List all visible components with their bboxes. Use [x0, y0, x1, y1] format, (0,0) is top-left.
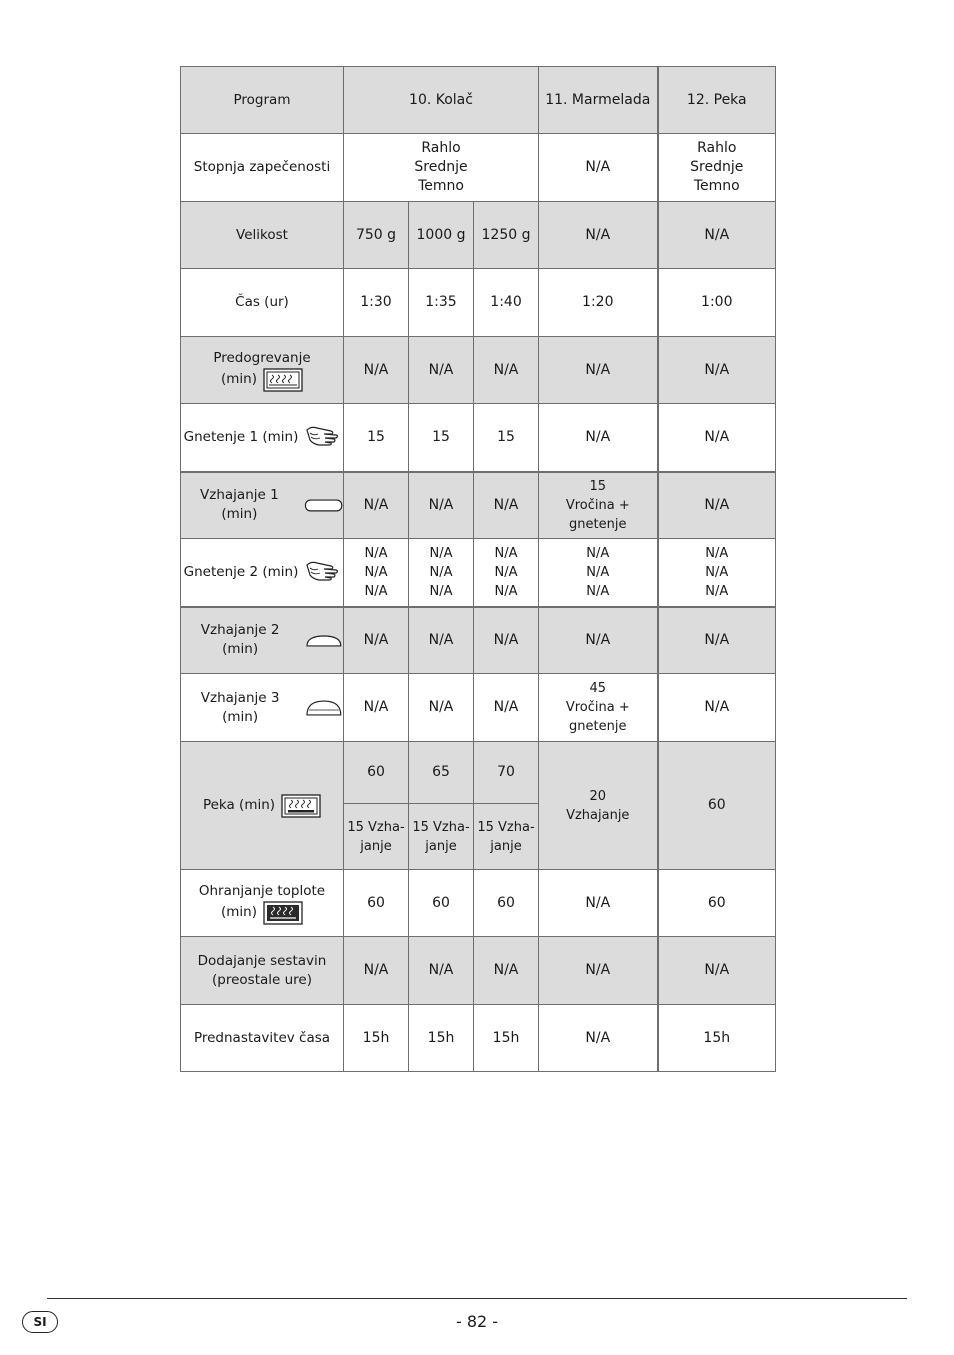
row-label: Gnetenje 1 (min) [183, 428, 299, 445]
marmelada-line: 20 [589, 788, 607, 804]
row-label: Velikost [181, 202, 344, 269]
marmelada-line: Vročina + [565, 497, 630, 513]
value-line: N/A [705, 583, 729, 599]
value-cell: N/A [344, 674, 409, 742]
marmelada-line: 45 [589, 681, 607, 696]
row-label-unit: (min) [221, 904, 257, 920]
vzhajanje3-marmelada-cell [539, 674, 658, 742]
row-label-cell [181, 937, 344, 1005]
dodajanje-peka: N/A [658, 937, 776, 1005]
value-cell: 60 [344, 870, 409, 937]
program-table [180, 66, 776, 1072]
keep-warm-icon [263, 901, 303, 925]
value-cell [474, 804, 539, 870]
value-line: N/A [586, 583, 610, 599]
predogrevanje-marmelada: N/A [539, 337, 658, 404]
value-cell: 60 [474, 870, 539, 937]
header-peka: 12. Peka [658, 67, 776, 134]
value-cell: N/A [474, 337, 539, 404]
velikost-marmelada: N/A [539, 202, 658, 269]
peka-peka: 60 [658, 742, 776, 870]
marmelada-line: Vročina + [565, 700, 630, 715]
value-line: N/A [364, 545, 388, 561]
value-cell [474, 539, 539, 607]
header-row [181, 67, 776, 134]
knead-hand-icon [304, 559, 340, 585]
value-cell: N/A [409, 937, 474, 1005]
row-label-unit: (min) [221, 371, 257, 387]
value-line: 15 Vzha- [477, 819, 535, 835]
value-line: N/A [705, 545, 729, 561]
row-label-cell [181, 404, 344, 472]
prednastavitev-peka: 15h [658, 1005, 776, 1072]
marmelada-line: gnetenje [569, 719, 627, 734]
value-line: N/A [494, 564, 518, 580]
marmelada-line: 15 [589, 478, 607, 494]
value-cell: 65 [409, 742, 474, 804]
stopnja-level: Temno [693, 178, 740, 194]
value-line: N/A [429, 583, 453, 599]
value-line: janje [490, 838, 522, 854]
value-line: janje [425, 838, 457, 854]
value-cell: N/A [474, 607, 539, 674]
size-cell: 1250 g [474, 202, 539, 269]
vzhajanje2-peka: N/A [658, 607, 776, 674]
row-cas [181, 269, 776, 337]
marmelada-line: Vzhajanje [566, 807, 630, 823]
ohranjanje-marmelada: N/A [539, 870, 658, 937]
row-velikost [181, 202, 776, 269]
row-label: Prednastavitev časa [181, 1005, 344, 1072]
bake-icon [281, 794, 321, 818]
stopnja-marmelada: N/A [539, 134, 658, 202]
row-gnetenje1 [181, 404, 776, 472]
value-line: N/A [586, 564, 610, 580]
value-line: N/A [364, 564, 388, 580]
value-line: N/A [705, 564, 729, 580]
header-marmelada: 11. Marmelada [539, 67, 658, 134]
row-label-cell [181, 539, 344, 607]
value-cell: N/A [344, 337, 409, 404]
value-line: N/A [429, 564, 453, 580]
row-prednastavitev [181, 1005, 776, 1072]
value-cell: N/A [409, 472, 474, 539]
value-cell: N/A [409, 674, 474, 742]
prednastavitev-marmelada: N/A [539, 1005, 658, 1072]
stopnja-level: Srednje [414, 159, 468, 175]
gnetenje2-peka-cell [658, 539, 776, 607]
gnetenje1-marmelada: N/A [539, 404, 658, 472]
footer-divider [47, 1298, 907, 1299]
row-label-cell [181, 337, 344, 404]
value-cell: 15h [344, 1005, 409, 1072]
value-cell: 15 [474, 404, 539, 472]
value-cell: N/A [344, 607, 409, 674]
stopnja-kolac-cell [344, 134, 539, 202]
row-stopnja [181, 134, 776, 202]
row-label-cell [181, 607, 344, 674]
row-label-cell [181, 870, 344, 937]
gnetenje1-peka: N/A [658, 404, 776, 472]
vzhajanje1-peka: N/A [658, 472, 776, 539]
value-cell: N/A [344, 937, 409, 1005]
size-cell: 750 g [344, 202, 409, 269]
value-cell: N/A [474, 472, 539, 539]
stopnja-level: Rahlo [421, 140, 461, 156]
row-vzhajanje1 [181, 472, 776, 539]
rise-flat-dough-icon [304, 497, 343, 513]
row-label: Vzhajanje 3 (min) [200, 689, 280, 725]
rise-high-dough-icon [305, 698, 343, 718]
value-cell: N/A [344, 472, 409, 539]
value-line: 15 Vzha- [412, 819, 470, 835]
value-cell: 15h [474, 1005, 539, 1072]
row-vzhajanje3 [181, 674, 776, 742]
page-number: - 82 - [455, 1312, 499, 1331]
row-label: Vzhajanje 2 (min) [200, 622, 280, 658]
row-label-cell [181, 742, 344, 870]
stopnja-level: Temno [418, 178, 464, 194]
value-cell [344, 539, 409, 607]
value-cell: N/A [474, 937, 539, 1005]
knead-hand-icon [304, 424, 340, 450]
value-cell [409, 804, 474, 870]
row-label: Peka (min) [202, 797, 276, 813]
value-cell: N/A [474, 674, 539, 742]
row-label-cell [181, 674, 344, 742]
stopnja-level: Rahlo [697, 140, 737, 156]
value-cell: 15 [344, 404, 409, 472]
row-label: Ohranjanje toplote [198, 882, 326, 899]
rise-medium-dough-icon [305, 632, 343, 648]
language-badge: SI [22, 1311, 58, 1333]
row-label-cell [181, 472, 344, 539]
row-gnetenje2 [181, 539, 776, 607]
dodajanje-marmelada: N/A [539, 937, 658, 1005]
value-line: 15 Vzha- [347, 819, 405, 835]
row-peka [181, 742, 776, 804]
value-line: N/A [494, 583, 518, 599]
ohranjanje-peka: 60 [658, 870, 776, 937]
value-cell: 70 [474, 742, 539, 804]
value-cell: 1:35 [409, 269, 474, 337]
value-cell: 15 [409, 404, 474, 472]
value-line: janje [360, 838, 392, 854]
row-predogrevanje [181, 337, 776, 404]
marmelada-line: gnetenje [569, 516, 627, 532]
value-cell [409, 539, 474, 607]
velikost-peka: N/A [658, 202, 776, 269]
stopnja-level: Srednje [690, 159, 744, 175]
peka-marmelada-cell [539, 742, 658, 870]
row-label: Stopnja zapečenosti [181, 134, 344, 202]
value-cell: N/A [409, 607, 474, 674]
row-label: Čas (ur) [181, 269, 344, 337]
row-label: Gnetenje 2 (min) [183, 563, 299, 580]
header-program: Program [181, 67, 344, 134]
row-label: Dodajanje sestavin [197, 952, 327, 969]
value-cell: 1:40 [474, 269, 539, 337]
vzhajanje1-marmelada-cell [539, 472, 658, 539]
header-kolac: 10. Kolač [344, 67, 539, 134]
value-cell [344, 804, 409, 870]
value-cell: N/A [409, 337, 474, 404]
row-vzhajanje2 [181, 607, 776, 674]
cas-marmelada: 1:20 [539, 269, 658, 337]
value-cell: 1:30 [344, 269, 409, 337]
row-label: Predogrevanje [213, 349, 311, 366]
value-cell: 15h [409, 1005, 474, 1072]
row-label-unit: (preostale ure) [212, 971, 312, 988]
value-cell: 60 [344, 742, 409, 804]
value-line: N/A [494, 545, 518, 561]
size-cell: 1000 g [409, 202, 474, 269]
row-dodajanje [181, 937, 776, 1005]
row-label: Vzhajanje 1 (min) [200, 487, 279, 523]
value-line: N/A [364, 583, 388, 599]
predogrevanje-peka: N/A [658, 337, 776, 404]
value-line: N/A [586, 545, 610, 561]
preheat-icon [263, 368, 303, 392]
stopnja-peka-cell [658, 134, 776, 202]
value-cell: 60 [409, 870, 474, 937]
gnetenje2-marmelada-cell [539, 539, 658, 607]
cas-peka: 1:00 [658, 269, 776, 337]
value-line: N/A [429, 545, 453, 561]
row-ohranjanje [181, 870, 776, 937]
vzhajanje2-marmelada: N/A [539, 607, 658, 674]
vzhajanje3-peka: N/A [658, 674, 776, 742]
